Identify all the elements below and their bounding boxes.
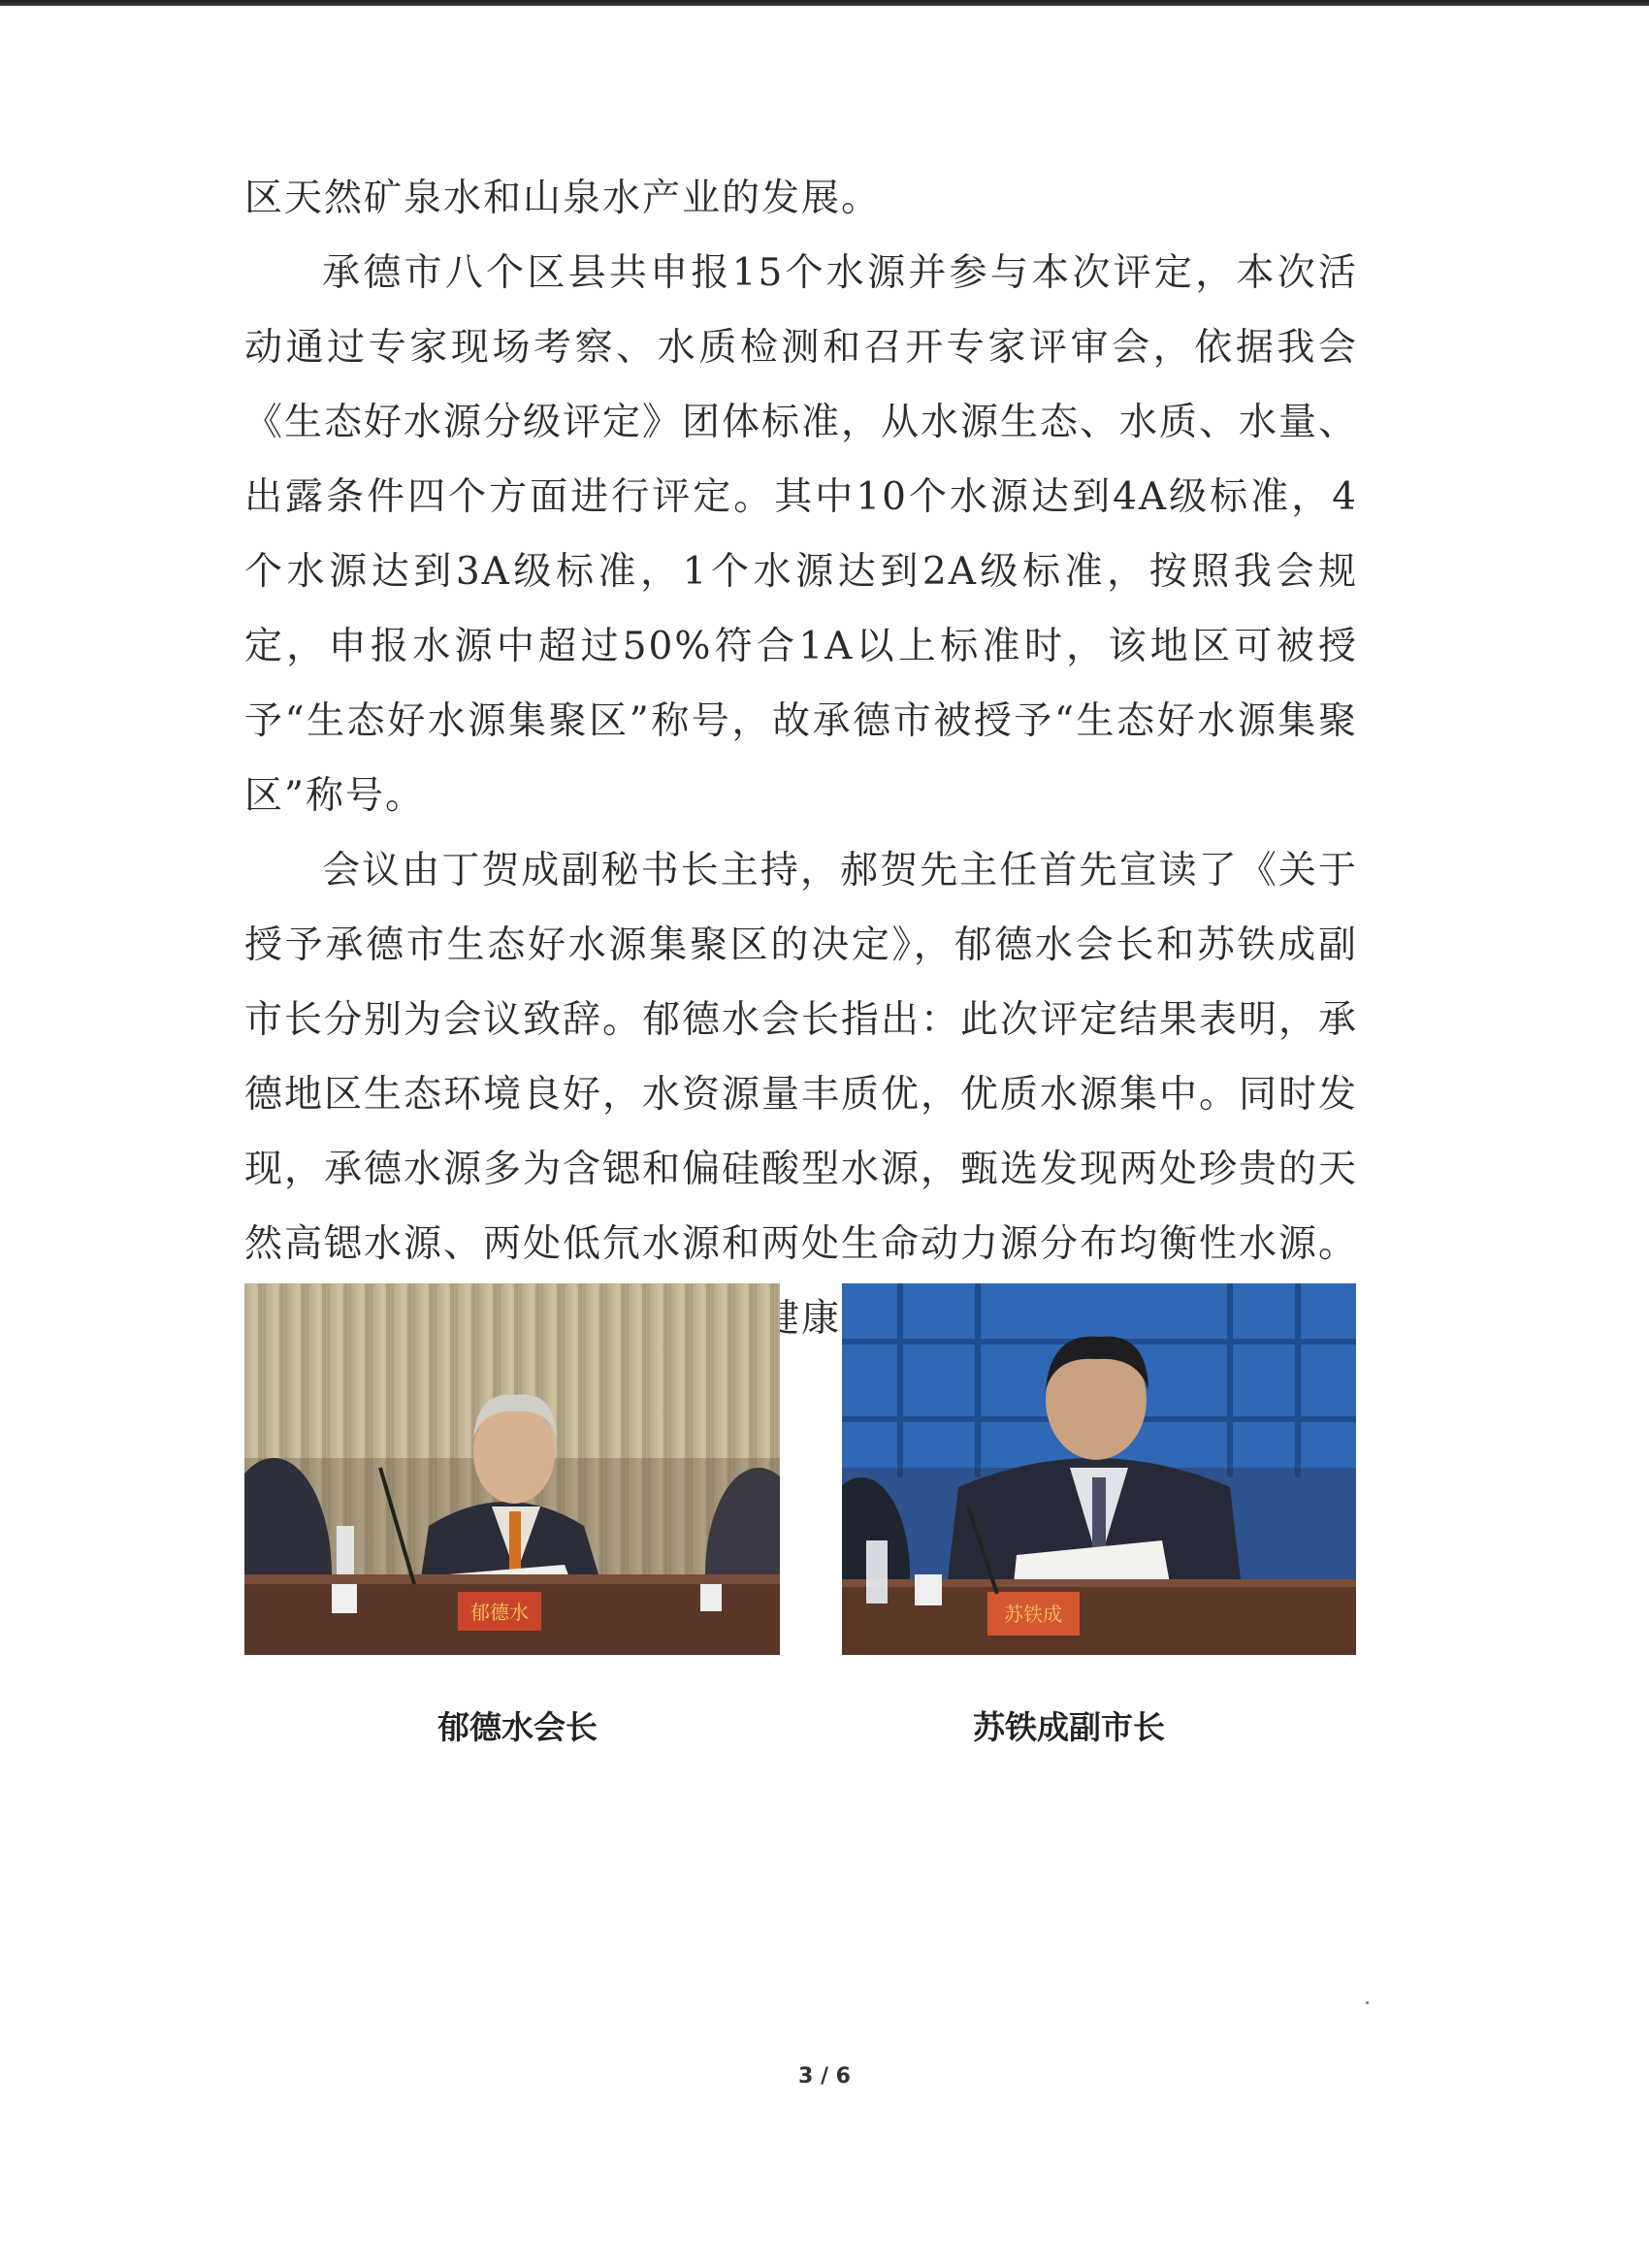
paragraph-2: 承德市八个区县共申报15个水源并参与本次评定，本次活动通过专家现场考察、水质检测和召开专家评审会，依据我会《生态好水源分级评定》团体标准，从水源生态、水质、水量、出露条件四个方面进行评定。其中10个水源达到4A级标准，4个水源达到3A级标准，1个水源达到2A级标准，按照我会规定，申报水源中超过50%符合1A以上标准时，该地区可被授予“生态好水源集聚区”称号，故承德市被授予“生态好水源集聚区”称号。	[244, 251, 1359, 818]
document-body	[244, 161, 1358, 1356]
nameplate-1: 郁德水	[470, 1601, 529, 1624]
photo-caption-1: 郁德水会长	[437, 1708, 598, 1746]
photo-row	[0, 1283, 1649, 1749]
paragraph-3: 会议由丁贺成副秘书长主持，郝贺先主任首先宣读了《关于授予承德市生态好水源集聚区的决定》，郁德水会长和苏铁成副市长分别为会议致辞。郁德水会长指出：此次评定结果表明，承德地区生态环境良好，水资源量丰质优，优质水源集中。同时发现，承德水源多为含锶和偏硅酸型水源，甄选发现两处珍贵的天然高锶水源、两处低氘水源和两处生命动力源分布均衡性水源。 健康，	[244, 849, 1359, 1341]
photo-su-tiecheng	[842, 1283, 1356, 1655]
scan-edge	[0, 0, 1649, 6]
photo-yu-dexhui	[244, 1283, 780, 1655]
paragraph-1: 区天然矿泉水和山泉水产业的发展。	[244, 177, 882, 220]
photo-caption-2: 苏铁成副市长	[973, 1708, 1165, 1746]
page-number: 3 / 6	[798, 2064, 851, 2089]
nameplate-2: 苏铁成	[1004, 1603, 1062, 1626]
scan-speck	[1366, 2001, 1369, 2004]
